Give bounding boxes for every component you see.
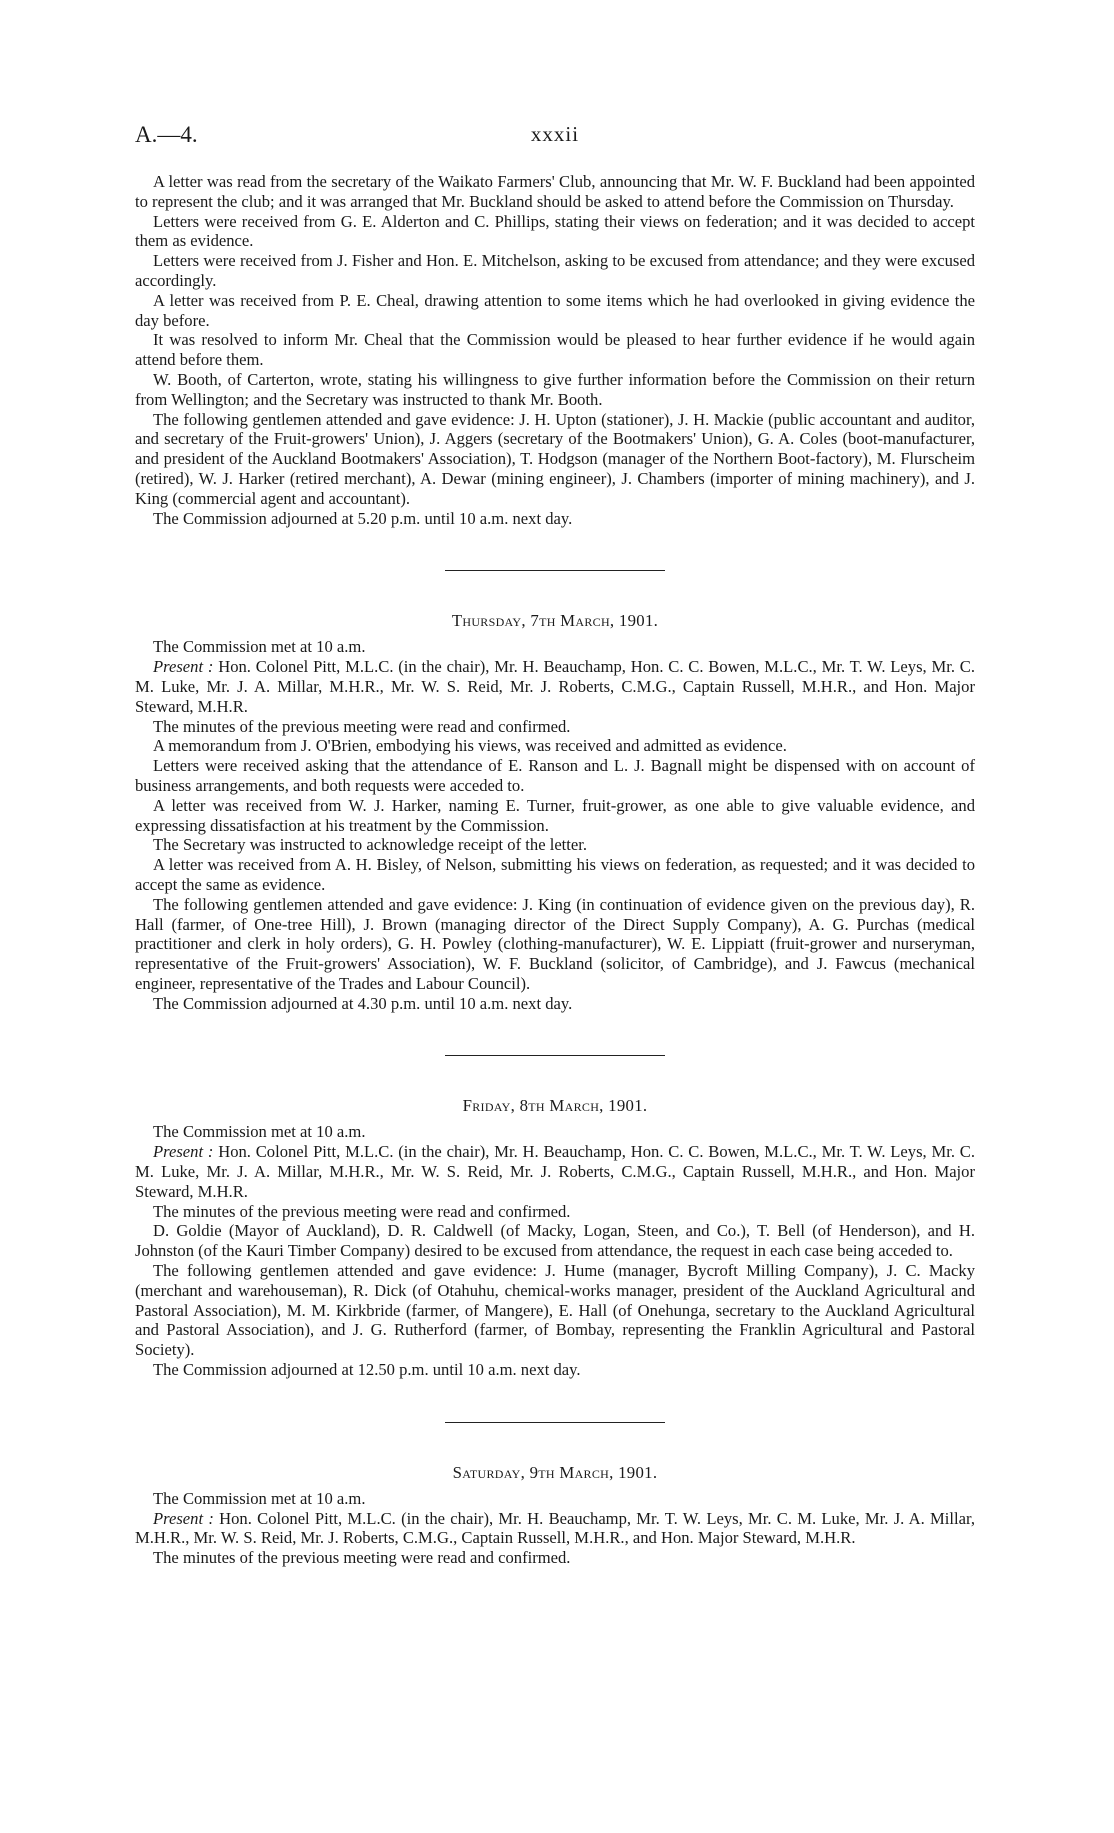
present-members — [135, 657, 975, 716]
present-label: Present : — [153, 1508, 214, 1528]
paragraph: The Secretary was instructed to acknowledge receipt of the letter. — [153, 835, 588, 855]
present-label: Present : — [153, 657, 214, 677]
paragraph: The minutes of the previous meeting were read and confirmed. — [153, 1548, 571, 1568]
paragraph: Letters were received from J. Fisher and Hon. E. Mitchelson, asking to be excused from attendance; and they were excused accordingly. — [135, 251, 975, 290]
present-members — [135, 1509, 975, 1549]
present-label: Present : — [153, 1142, 214, 1162]
paragraph: The following gentlemen attended and gave evidence: J. Hume (manager, Bycroft Milling Company), J. C. Macky (merchant and warehouseman), R. Dick (of Otahuhu, chemical-works manager, president of the Auckland Agricultural and Pastoral Association), M. M. Kirkbride (farmer, of Mangere), E. Hall (of Onehunga, secretary to the Auckland Agricultural and Pastoral Association), and J. G. Rutherford (farmer, of Bombay, representing the Franklin Agricultural and Pastoral Society). — [135, 1261, 975, 1360]
meeting-time: The Commission met at 10 a.m. — [153, 1488, 366, 1508]
meeting-time: The Commission met at 10 a.m. — [153, 637, 366, 657]
section-heading: Friday, 8th March, 1901. — [462, 1096, 648, 1116]
paragraph: The Commission adjourned at 4.30 p.m. until 10 a.m. next day. — [153, 993, 573, 1013]
section-divider — [445, 1422, 665, 1423]
section-friday — [135, 1096, 975, 1379]
page-number: xxxii — [530, 122, 580, 146]
paragraph: A letter was read from the secretary of the Waikato Farmers' Club, announcing that Mr. W. F. Buckland had been appointed to represent the club; and it was arranged that Mr. Buckland should be asked to attend before the Commission on Thursday. — [135, 172, 975, 211]
paragraph: A letter was received from A. H. Bisley, of Nelson, submitting his views on federation, as requested; and it was decided to accept the same as evidence. — [135, 855, 975, 894]
paragraph: The Commission adjourned at 5.20 p.m. until 10 a.m. next day. — [153, 508, 573, 528]
section-heading: Saturday, 9th March, 1901. — [452, 1462, 658, 1482]
paragraph: The minutes of the previous meeting were read and confirmed. — [153, 716, 571, 736]
document-reference: A.—4. — [135, 122, 198, 147]
present-list: Hon. Colonel Pitt, M.L.C. (in the chair), Mr. H. Beauchamp, Hon. C. C. Bowen, M.L.C., Mr. T. W. Leys, Mr. C. M. Luke, Mr. J. A. Millar, M.H.R., Mr. W. S. Reid, Mr. J. Roberts, C.M.G., Captain Russell, M.H.R., and Hon. Major Steward, M.H.R. — [135, 657, 975, 716]
section-thursday — [135, 611, 975, 1013]
paragraph: Letters were received asking that the attendance of E. Ranson and L. J. Bagnall might be dispensed with on account of business arrangements, and both requests were acceded to. — [135, 756, 975, 795]
paragraph: A memorandum from J. O'Brien, embodying his views, was received and admitted as evidence. — [153, 736, 787, 756]
paragraph: It was resolved to inform Mr. Cheal that the Commission would be pleased to hear further evidence if he would again attend before them. — [135, 330, 975, 370]
paragraph: The minutes of the previous meeting were read and confirmed. — [153, 1201, 571, 1221]
running-head — [135, 122, 975, 152]
paragraph: A letter was received from P. E. Cheal, drawing attention to some items which he had overlooked in giving evidence the day before. — [135, 290, 975, 330]
paragraph: The following gentlemen attended and gave evidence: J. H. Upton (stationer), J. H. Mackie (public accountant and auditor, and secretary of the Fruit-growers' Union), J. Aggers (secretary of the Bootmakers' Union), G. A. Coles (boot-manufacturer, and president of the Auckland Bootmakers' Association), T. Hodgson (manager of the Northern Boot-factory), M. Flurscheim (retired), W. J. Harker (retired merchant), A. Dewar (mining engineer), J. Chambers (importer of mining machinery), and J. King (commercial agent and accountant). — [135, 409, 975, 508]
paragraph: D. Goldie (Mayor of Auckland), D. R. Caldwell (of Macky, Logan, Steen, and Co.), T. Bell (of Henderson), and H. Johnston (of the Kauri Timber Company) desired to be excused from attendance, the request in each case being acceded to. — [135, 1221, 975, 1261]
section-heading: Thursday, 7th March, 1901. — [451, 611, 659, 631]
paragraph: Letters were received from G. E. Alderton and C. Phillips, stating their views on federation; and it was decided to accept them as evidence. — [135, 211, 975, 251]
intro-proceedings — [135, 172, 975, 528]
present-members — [135, 1142, 975, 1201]
present-list: Hon. Colonel Pitt, M.L.C. (in the chair), Mr. H. Beauchamp, Mr. T. W. Leys, Mr. C. M. Luke, Mr. J. A. Millar, M.H.R., Mr. W. S. Reid, Mr. J. Roberts, C.M.G., Captain Russell, M.H.R., and Hon. Major Steward, M.H.R. — [135, 1508, 976, 1548]
present-list: Hon. Colonel Pitt, M.L.C. (in the chair), Mr. H. Beauchamp, Hon. C. C. Bowen, M.L.C., Mr. T. W. Leys, Mr. C. M. Luke, Mr. J. A. Millar, M.H.R., Mr. W. S. Reid, Mr. J. Roberts, C.M.G., Captain Russell, M.H.R., and Hon. Major Steward, M.H.R. — [135, 1142, 975, 1201]
section-divider — [445, 1055, 665, 1056]
meeting-time: The Commission met at 10 a.m. — [153, 1122, 366, 1142]
paragraph: The following gentlemen attended and gave evidence: J. King (in continuation of evidence given on the previous day), R. Hall (farmer, of One-tree Hill), J. Brown (managing director of the Direct Supply Company), A. G. Purchas (medical practitioner and clerk in holy orders), G. H. Powley (clothing-manufacturer), W. E. Lippiatt (fruit-grower and nurseryman, representative of the Fruit-growers' Association), W. F. Buckland (solicitor, of Cambridge), and J. Fawcus (mechanical engineer, representative of the Trades and Labour Council). — [135, 894, 975, 993]
section-divider — [445, 570, 665, 571]
page-body — [135, 172, 975, 1568]
paragraph: A letter was received from W. J. Harker, naming E. Turner, fruit-grower, as one able to give valuable evidence, and expressing dissatisfaction at his treatment by the Commission. — [135, 795, 975, 835]
paragraph: The Commission adjourned at 12.50 p.m. until 10 a.m. next day. — [153, 1360, 581, 1380]
section-saturday — [135, 1463, 975, 1568]
paragraph: W. Booth, of Carterton, wrote, stating his willingness to give further information before the Commission on their return from Wellington; and the Secretary was instructed to thank Mr. Booth. — [135, 369, 975, 409]
